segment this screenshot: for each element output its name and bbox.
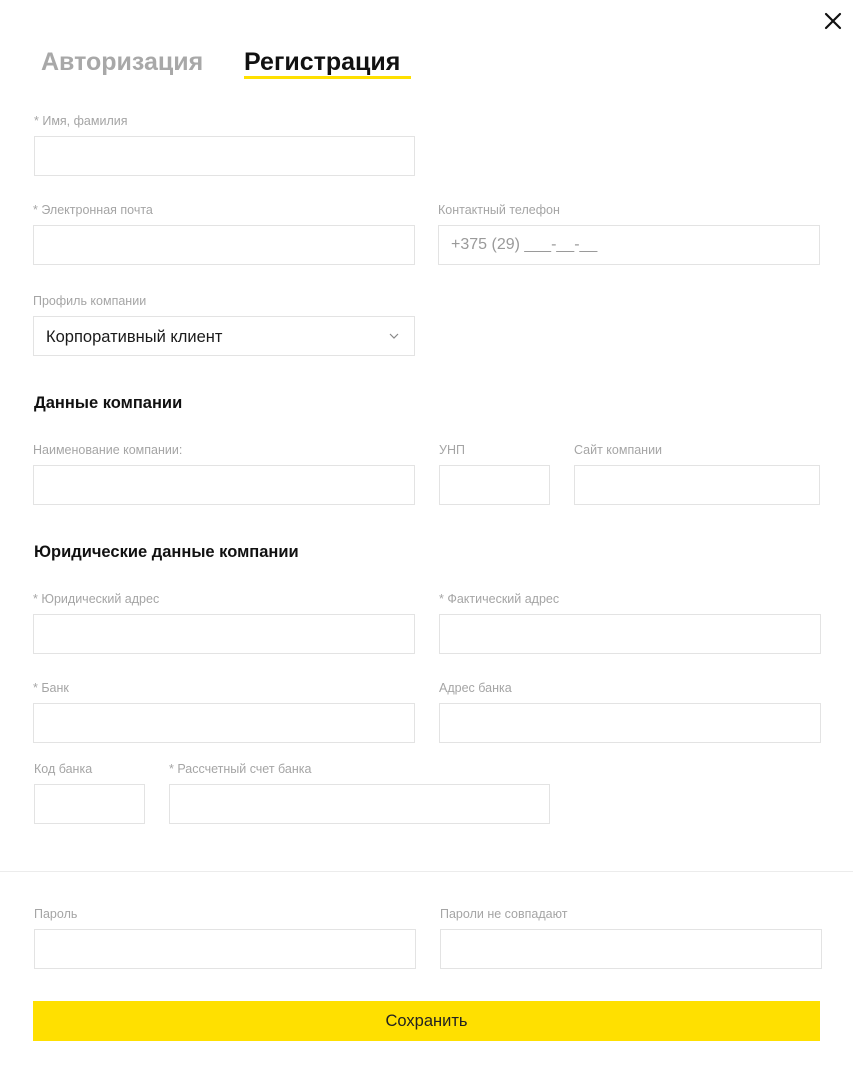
name-input[interactable] [34, 136, 415, 176]
close-icon [822, 10, 844, 32]
profile-select-value: Корпоративный клиент [46, 328, 223, 346]
company-site-input[interactable] [574, 465, 820, 505]
name-label: * Имя, фамилия [34, 114, 128, 128]
password-input[interactable] [34, 929, 416, 969]
legal-address-input[interactable] [33, 614, 415, 654]
company-name-input[interactable] [33, 465, 415, 505]
bank-account-input[interactable] [169, 784, 550, 824]
tab-login[interactable]: Авторизация [41, 48, 204, 76]
password-label: Пароль [34, 907, 78, 921]
email-label: * Электронная почта [33, 203, 153, 217]
bank-code-input[interactable] [34, 784, 145, 824]
company-section-heading: Данные компании [34, 394, 183, 412]
unp-label: УНП [439, 443, 465, 457]
actual-address-input[interactable] [439, 614, 821, 654]
phone-input[interactable] [438, 225, 820, 265]
chevron-down-icon [388, 331, 400, 341]
tab-register[interactable]: Регистрация [244, 48, 401, 76]
actual-address-label: * Фактический адрес [439, 592, 560, 606]
bank-address-input[interactable] [439, 703, 821, 743]
phone-label: Контактный телефон [438, 203, 560, 217]
save-button[interactable]: Сохранить [33, 1001, 820, 1041]
profile-select[interactable] [33, 316, 415, 356]
active-tab-indicator [244, 76, 411, 79]
bank-account-label: * Рассчетный счет банка [169, 762, 312, 776]
close-button[interactable] [822, 10, 844, 32]
company-name-label: Наименование компании: [33, 443, 183, 457]
section-divider [0, 871, 853, 872]
password-confirm-label: Пароли не совпадают [440, 907, 568, 921]
bank-address-label: Адрес банка [439, 681, 512, 695]
bank-code-label: Код банка [34, 762, 93, 776]
email-input[interactable] [33, 225, 415, 265]
legal-section-heading: Юридические данные компании [34, 543, 299, 561]
bank-input[interactable] [33, 703, 415, 743]
bank-label: * Банк [33, 681, 69, 695]
company-site-label: Сайт компании [574, 443, 663, 457]
unp-input[interactable] [439, 465, 550, 505]
password-confirm-input[interactable] [440, 929, 822, 969]
legal-address-label: * Юридический адрес [33, 592, 160, 606]
profile-label: Профиль компании [33, 294, 147, 308]
